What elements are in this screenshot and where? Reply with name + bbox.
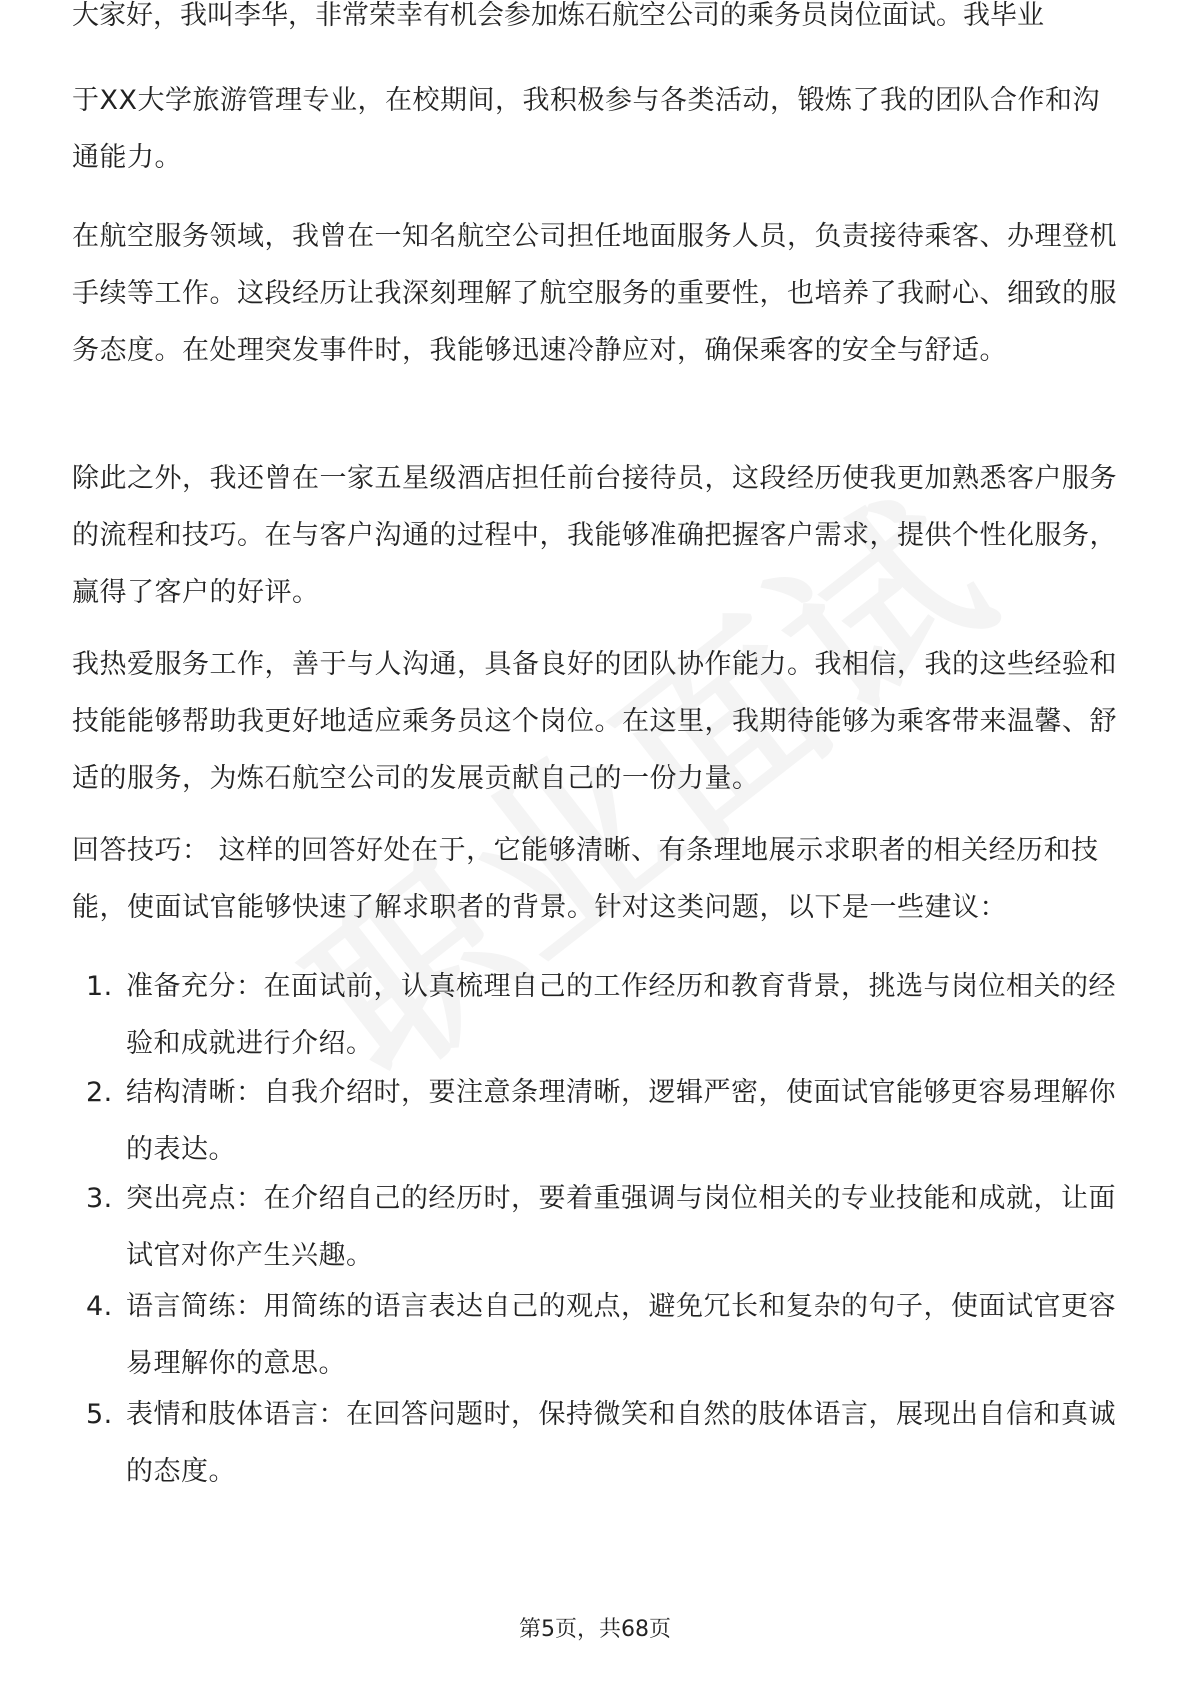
cut-off-top-line: [72, 0, 1122, 48]
paragraph-answer-tips: 回答技巧： 这样的回答好处在于，它能够清晰、有条理地展示求职者的相关经历和技能，使面试官能够快速了解求职者的背景。针对这类问题，以下是一些建议：: [72, 835, 1099, 923]
list-item: [86, 1386, 1126, 1500]
cut-off-top-line-text: 大家好，我叫李华，非常荣幸有机会参加炼石航空公司的乘务员岗位面试。我毕业: [72, 0, 1044, 31]
paragraph-hotel-experience: 除此之外，我还曾在一家五星级酒店担任前台接待员，这段经历使我更加熟悉客户服务的流程和技巧。在与客户沟通的过程中，我能够准确把握客户需求，提供个性化服务，赢得了客户的好评。: [72, 463, 1117, 608]
paragraph-motivation: 我热爱服务工作，善于与人沟通，具备良好的团队协作能力。我相信，我的这些经验和技能能够帮助我更好地适应乘务员这个岗位。在这里，我期待能够为乘客带来温馨、舒适的服务，为炼石航空公司的发展贡献自己的一份力量。: [72, 649, 1117, 794]
list-number: 1.: [86, 971, 113, 1002]
list-text: 语言简练：用简练的语言表达自己的观点，避免冗长和复杂的句子，使面试官更容易理解你的意思。: [126, 1291, 1116, 1379]
list-number: 2.: [86, 1077, 113, 1108]
paragraph-aviation-experience: 在航空服务领域，我曾在一知名航空公司担任地面服务人员，负责接待乘客、办理登机手续等工作。这段经历让我深刻理解了航空服务的重要性，也培养了我耐心、细致的服务态度。在处理突发事件时，我能够迅速冷静应对，确保乘客的安全与舒适。: [72, 221, 1117, 366]
list-item: [86, 958, 1126, 1072]
list-item: [86, 1064, 1126, 1178]
list-text: 结构清晰：自我介绍时，要注意条理清晰，逻辑严密，使面试官能够更容易理解你的表达。: [126, 1077, 1116, 1165]
list-number: 4.: [86, 1291, 113, 1322]
list-text: 表情和肢体语言：在回答问题时，保持微笑和自然的肢体语言，展现出自信和真诚的态度。: [126, 1399, 1116, 1487]
paragraph-education: 于XX大学旅游管理专业，在校期间，我积极参与各类活动，锻炼了我的团队合作和沟通能力。: [72, 85, 1100, 173]
list-item: [86, 1278, 1126, 1392]
list-text: 准备充分：在面试前，认真梳理自己的工作经历和教育背景，挑选与岗位相关的经验和成就进行介绍。: [126, 971, 1116, 1059]
list-number: 3.: [86, 1183, 113, 1214]
list-number: 5.: [86, 1399, 113, 1430]
list-text: 突出亮点：在介绍自己的经历时，要着重强调与岗位相关的专业技能和成就，让面试官对你产生兴趣。: [126, 1183, 1116, 1271]
list-item: [86, 1170, 1126, 1284]
page-number-footer: 第5页，共68页: [519, 1617, 671, 1642]
